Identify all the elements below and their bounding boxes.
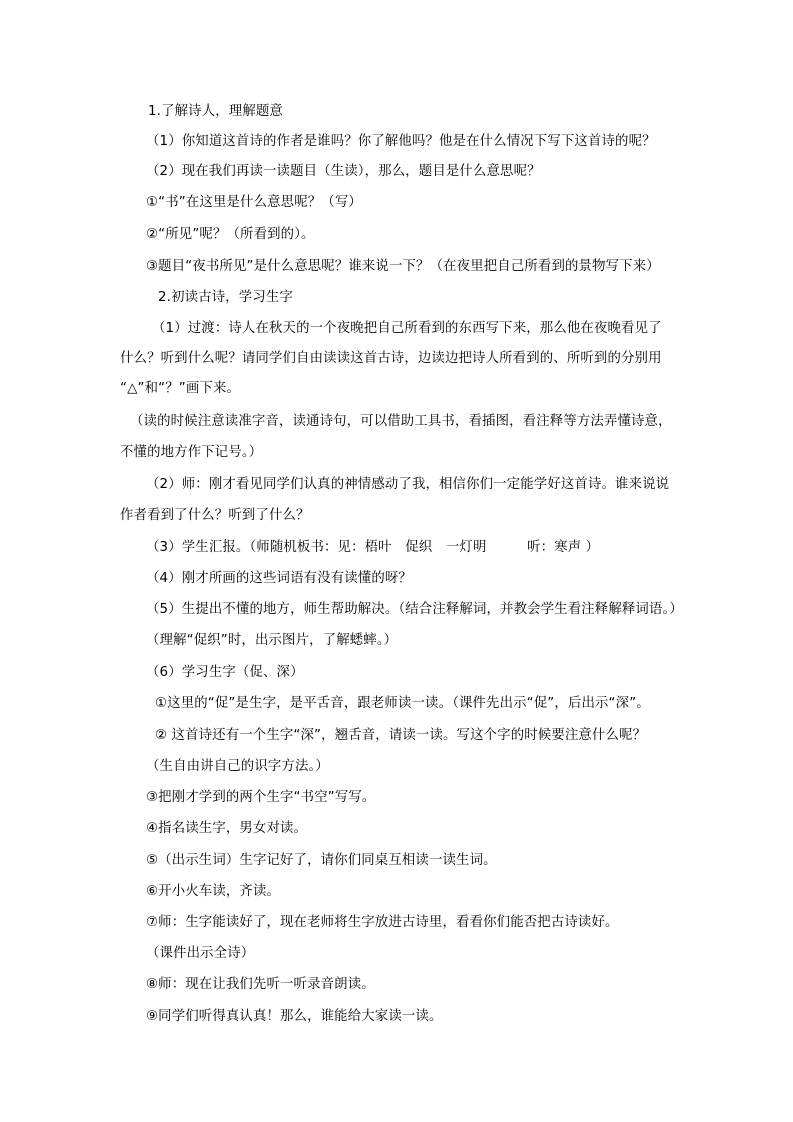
paragraph-line: （生自由讲自己的识字方法。）: [146, 759, 329, 774]
paragraph-line: 什么？听到什么呢？请同学们自由读读这首古诗，边读边把诗人所看到的、所听到的分别用: [120, 351, 662, 366]
paragraph-line: ④指名读生字，男女对读。: [146, 821, 308, 836]
paragraph-line: （课件出示全诗）: [146, 946, 255, 961]
paragraph-line: （1）过渡：诗人在秋天的一个夜晚把自己所看到的东西写下来，那么他在夜晚看见了: [152, 321, 662, 336]
paragraph-line: （4）刚才所画的这些词语有没有读懂的呀？: [146, 571, 412, 586]
section-heading-1: 1.了解诗人，理解题意: [148, 104, 283, 119]
paragraph-line: （5）生提出不懂的地方，师生帮助解决。（结合注释解词，并教会学生看注释解释词语。）: [146, 602, 683, 617]
paragraph-line: 不懂的地方作下记号。）: [120, 445, 263, 460]
paragraph-line: ①这里的“促”是生字，是平舌音，跟老师读一读。（课件先出示“促”，后出示“深”。: [155, 696, 650, 711]
paragraph-line: ⑨同学们听得真认真！那么，谁能给大家读一读。: [146, 1009, 443, 1024]
paragraph-line: ⑤（出示生词）生字记好了，请你们同桌互相读一读生词。: [146, 853, 497, 868]
section-heading-2: 2.初读古诗，学习生字: [158, 290, 293, 305]
paragraph-line: ⑧师：现在让我们先听一听录音朗读。: [146, 977, 375, 992]
paragraph-line: “△”和“？”画下来。: [120, 381, 241, 396]
paragraph-line: （2）现在我们再读一读题目（生读），那么，题目是什么意思呢？: [146, 164, 541, 179]
paragraph-line: （6）学习生字（促、深）: [146, 665, 304, 680]
paragraph-line: （读的时候注意读准字音，读通诗句，可以借助工具书，看插图，看注释等方法弄懂诗意，: [130, 414, 672, 429]
paragraph-line: （理解“促织”时，出示图片，了解蟋蟀。）: [146, 633, 398, 648]
paragraph-line: ⑥开小火车读，齐读。: [146, 884, 281, 899]
paragraph-line: ①“书”在这里是什么意思呢？（写）: [146, 195, 362, 210]
paragraph-line: ②“所见”呢？（所看到的）。: [146, 227, 315, 242]
paragraph-line: （1）你知道这首诗的作者是谁吗？你了解他吗？他是在什么情况下写下这首诗的呢？: [146, 134, 656, 149]
paragraph-line: （3）学生汇报。（师随机板书：见：梧叶 促织 一灯明 听：寒声 ）: [146, 540, 600, 555]
paragraph-line: （2）师：刚才看见同学们认真的神情感动了我，相信你们一定能学好这首诗。谁来说说: [146, 477, 670, 492]
paragraph-line: 作者看到了什么？听到了什么？: [120, 508, 310, 523]
paragraph-line: ② 这首诗还有一个生字“深”，翘舌音，请读一读。写这个字的时候要注意什么呢？: [155, 728, 647, 743]
paragraph-line: ⑦师：生字能读好了，现在老师将生字放进古诗里，看看你们能否把古诗读好。: [146, 915, 619, 930]
paragraph-line: ③把刚才学到的两个生字“书空”写写。: [146, 790, 376, 805]
paragraph-line: ③题目“夜书所见”是什么意思呢？谁来说一下？（在夜里把自己所看到的景物写下来）: [146, 259, 660, 274]
